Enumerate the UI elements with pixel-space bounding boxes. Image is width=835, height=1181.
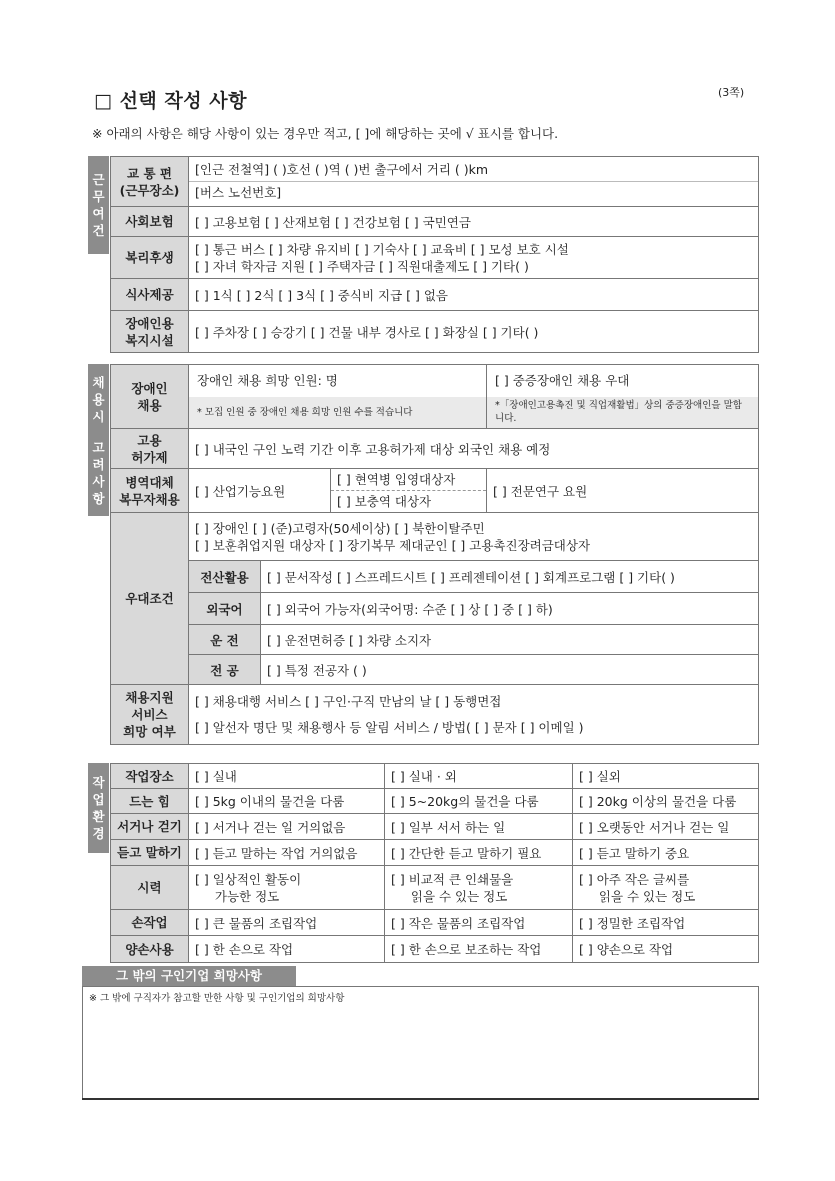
military-service-options[interactable]: [ ] 현역병 입영대상자 [ ] 보충역 대상자 — [331, 469, 487, 513]
language-options[interactable]: [ ] 외국어 가능자(외국어명: 수준 [ ] 상 [ ] 중 [ ] 하) — [261, 593, 759, 625]
section-label-work-conditions: 근 무 여 건 — [88, 156, 109, 254]
lifting-light[interactable]: [ ] 5kg 이내의 물건을 다룸 — [189, 789, 385, 814]
hearing-important[interactable]: [ ] 듣고 말하기 중요 — [573, 840, 759, 866]
driving-label: 운 전 — [189, 625, 261, 655]
handwork-precise[interactable]: [ ] 정밀한 조립작업 — [573, 910, 759, 936]
vision-small-print[interactable]: [ ] 아주 작은 글씨를 읽을 수 있는 정도 — [573, 866, 759, 910]
handwork-label: 손작업 — [111, 910, 189, 936]
workplace-mixed[interactable]: [ ] 실내 · 외 — [385, 764, 573, 789]
support-service-label: 채용지원 서비스 희망 여부 — [111, 685, 189, 745]
hearing-simple[interactable]: [ ] 간단한 듣고 말하기 필요 — [385, 840, 573, 866]
standing-partial[interactable]: [ ] 일부 서서 하는 일 — [385, 814, 573, 840]
lifting-medium[interactable]: [ ] 5~20kg의 물건을 다룸 — [385, 789, 573, 814]
research-personnel-option[interactable]: [ ] 전문연구 요원 — [487, 469, 759, 513]
standing-rare[interactable]: [ ] 서거나 걷는 일 거의없음 — [189, 814, 385, 840]
extra-requests-title: 그 밖의 구인기업 희망사항 — [82, 966, 296, 986]
hearing-rare[interactable]: [ ] 듣고 말하는 작업 거의없음 — [189, 840, 385, 866]
disabled-hiring-wish[interactable]: 장애인 채용 희망 인원: 명 * 모집 인원 중 장애인 채용 희망 인원 수를 적습니다 — [189, 365, 487, 429]
industrial-technician-option[interactable]: [ ] 산업기능요원 — [189, 469, 331, 513]
language-label: 외국어 — [189, 593, 261, 625]
disabled-hiring-label: 장애인 채용 — [111, 365, 189, 429]
vision-label: 시력 — [111, 866, 189, 910]
workplace-label: 작업장소 — [111, 764, 189, 789]
hand-use-label: 양손사용 — [111, 936, 189, 963]
hand-use-assist[interactable]: [ ] 한 손으로 보조하는 작업 — [385, 936, 573, 963]
hiring-table — [110, 364, 759, 745]
meals-options[interactable]: [ ] 1식 [ ] 2식 [ ] 3식 [ ] 중식비 지급 [ ] 없음 — [189, 279, 759, 311]
employment-permit-option[interactable]: [ ] 내국인 구인 노력 기간 이후 고용허가제 대상 외국인 채용 예정 — [189, 429, 759, 469]
transport-field[interactable]: [인근 전철역] ( )호선 ( )역 ( )번 출구에서 거리 ( )km [버스 노선번호] — [189, 157, 759, 207]
support-service-options[interactable]: [ ] 채용대행 서비스 [ ] 구인·구직 만남의 날 [ ] 동행면접 [ ] 알선자 명단 및 채용행사 등 알림 서비스 / 방법( [ ] 문자 [ ] 이메일 ) — [189, 685, 759, 745]
major-label: 전 공 — [189, 655, 261, 685]
hand-use-one[interactable]: [ ] 한 손으로 작업 — [189, 936, 385, 963]
major-option[interactable]: [ ] 특정 전공자 ( ) — [261, 655, 759, 685]
insurance-options[interactable]: [ ] 고용보험 [ ] 산재보험 [ ] 건강보험 [ ] 국민연금 — [189, 207, 759, 237]
computer-skills-label: 전산활용 — [189, 561, 261, 593]
severe-disabled-preference[interactable]: [ ] 중증장애인 채용 우대 *「장애인고용촉진 및 직업재활법」상의 중증장애인을 말합니다. — [487, 365, 759, 429]
welfare-options[interactable]: [ ] 통근 버스 [ ] 차량 유지비 [ ] 기숙사 [ ] 교육비 [ ] 모성 보호 시설 [ ] 자녀 학자금 지원 [ ] 주택자금 [ ] 직원대출제도 [ ] 기타( ) — [189, 237, 759, 279]
extra-requests-field[interactable] — [82, 986, 759, 1100]
driving-options[interactable]: [ ] 운전면허증 [ ] 차량 소지자 — [261, 625, 759, 655]
insurance-label: 사회보험 — [111, 207, 189, 237]
handwork-large[interactable]: [ ] 큰 물품의 조립작업 — [189, 910, 385, 936]
employment-permit-label: 고용 허가제 — [111, 429, 189, 469]
computer-skills-options[interactable]: [ ] 문서작성 [ ] 스프레드시트 [ ] 프레젠테이션 [ ] 회계프로그램 [ ] 기타( ) — [261, 561, 759, 593]
work-conditions-table — [110, 156, 759, 353]
handwork-small[interactable]: [ ] 작은 물품의 조립작업 — [385, 910, 573, 936]
lifting-heavy[interactable]: [ ] 20kg 이상의 물건을 다룸 — [573, 789, 759, 814]
preference-label: 우대조건 — [111, 513, 189, 685]
hearing-speaking-label: 듣고 말하기 — [111, 840, 189, 866]
disabled-facility-options[interactable]: [ ] 주차장 [ ] 승강기 [ ] 건물 내부 경사로 [ ] 화장실 [ ] 기타( ) — [189, 311, 759, 353]
workplace-indoor[interactable]: [ ] 실내 — [189, 764, 385, 789]
transport-label: 교 통 편 (근무장소) — [111, 157, 189, 207]
bottom-divider — [82, 1098, 759, 1100]
vision-daily[interactable]: [ ] 일상적인 활동이 가능한 정도 — [189, 866, 385, 910]
instruction-notice: ※ 아래의 사항은 해당 사항이 있는 경우만 적고, [ ]에 해당하는 곳에 √ 표시를 합니다. — [92, 126, 559, 141]
preference-options[interactable]: [ ] 장애인 [ ] (준)고령자(50세이상) [ ] 북한이탈주민 [ ] 보훈취업지원 대상자 [ ] 장기복무 제대군인 [ ] 고용촉진장려금대상자 — [189, 513, 759, 561]
disabled-facility-label: 장애인용 복지시설 — [111, 311, 189, 353]
hand-use-both[interactable]: [ ] 양손으로 작업 — [573, 936, 759, 963]
welfare-label: 복리후생 — [111, 237, 189, 279]
section-label-work-environment: 작 업 환 경 — [88, 763, 109, 853]
workplace-outdoor[interactable]: [ ] 실외 — [573, 764, 759, 789]
standing-long[interactable]: [ ] 오랫동안 서거나 걷는 일 — [573, 814, 759, 840]
military-label: 병역대체 복무자채용 — [111, 469, 189, 513]
work-environment-table — [110, 763, 759, 963]
page-title: □ 선택 작성 사항 — [94, 90, 247, 112]
page-number: (3쪽) — [718, 86, 745, 99]
standing-label: 서거나 걷기 — [111, 814, 189, 840]
meals-label: 식사제공 — [111, 279, 189, 311]
lifting-label: 드는 힘 — [111, 789, 189, 814]
extra-requests-note: ※ 그 밖에 구직자가 참고할 만한 사항 및 구인기업의 희망사항 — [89, 993, 345, 1004]
vision-large-print[interactable]: [ ] 비교적 큰 인쇄물을 읽을 수 있는 정도 — [385, 866, 573, 910]
section-label-hiring: 채 용 시 고 려 사 항 — [88, 364, 109, 516]
